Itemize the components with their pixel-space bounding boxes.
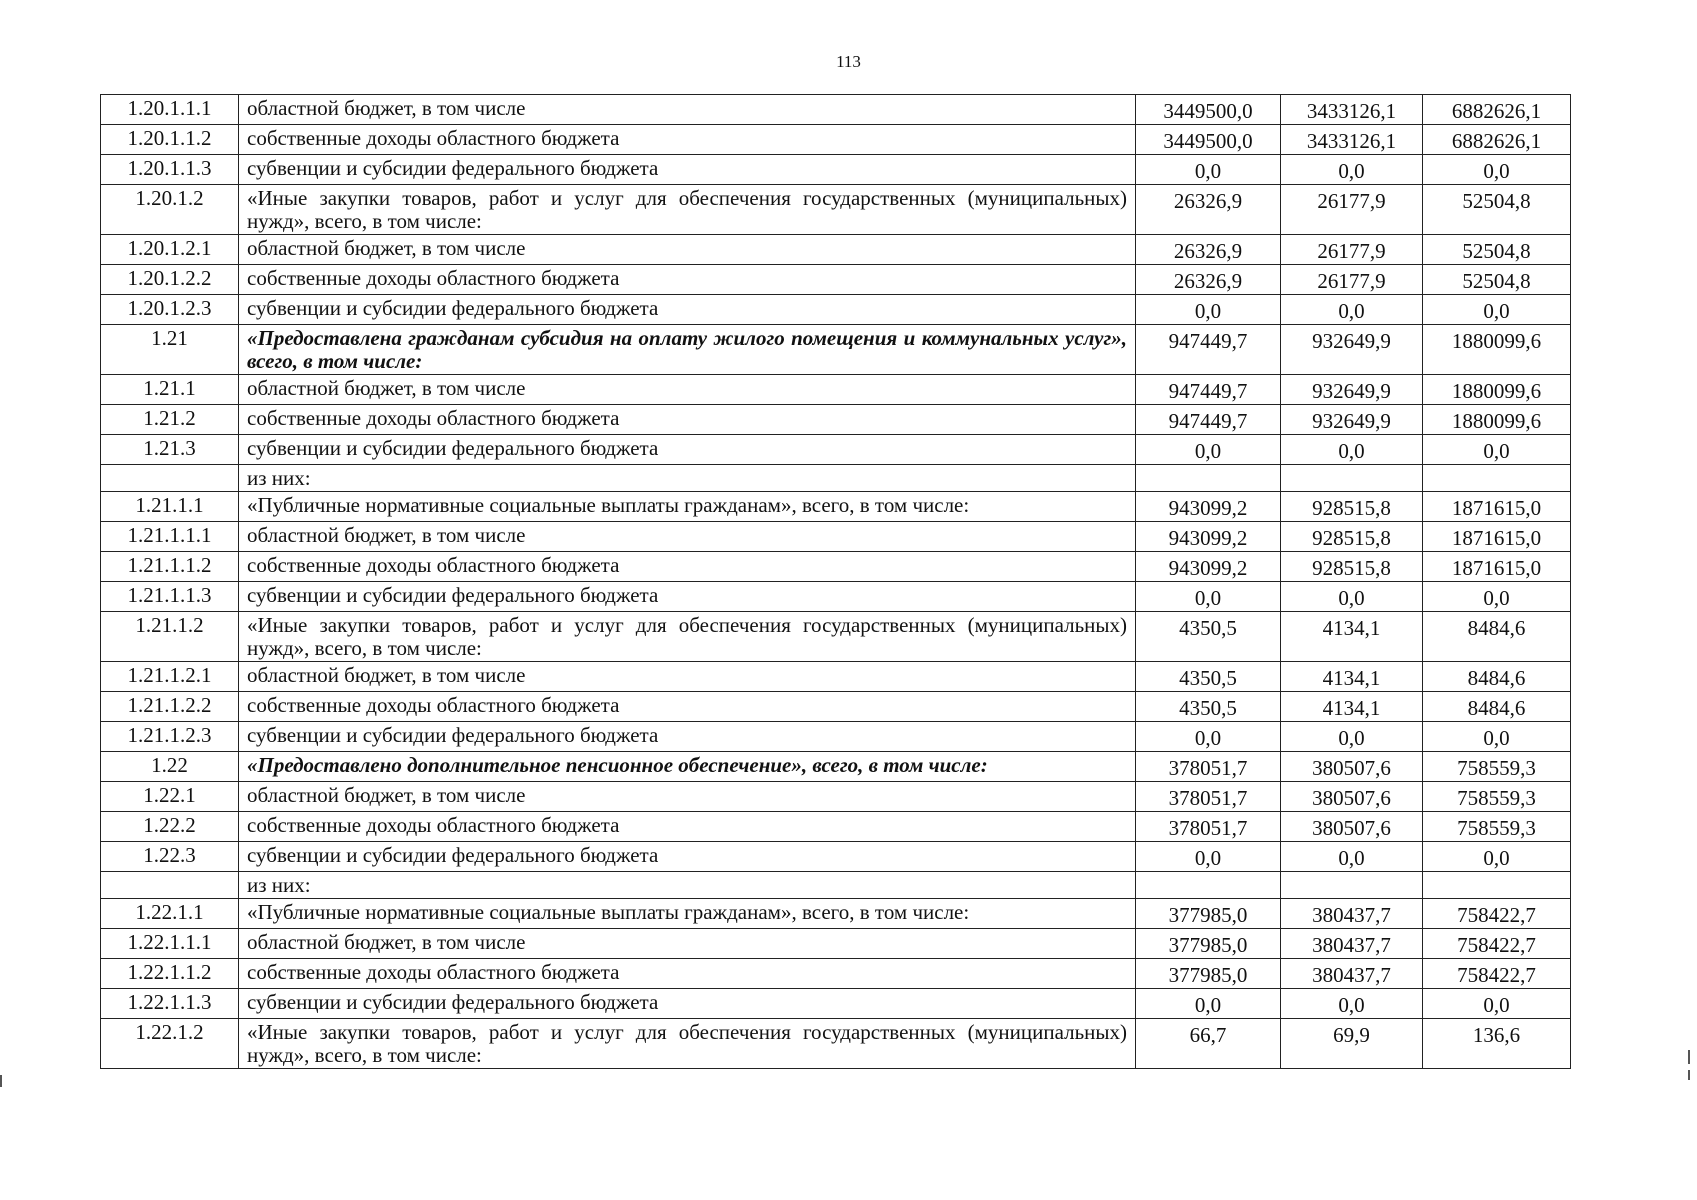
row-value-3: 6882626,1	[1423, 95, 1571, 125]
row-description: областной бюджет, в том числе	[239, 662, 1136, 692]
table-row	[101, 465, 1571, 492]
row-value-2: 26177,9	[1281, 235, 1423, 265]
row-description: «Предоставлено дополнительное пенсионное обеспечение», всего, в том числе:	[239, 752, 1136, 782]
row-value-1: 943099,2	[1136, 522, 1281, 552]
row-value-1: 943099,2	[1136, 492, 1281, 522]
table-row	[101, 265, 1571, 295]
row-value-1: 378051,7	[1136, 752, 1281, 782]
row-value-1: 0,0	[1136, 295, 1281, 325]
table-row	[101, 375, 1571, 405]
row-value-2: 932649,9	[1281, 405, 1423, 435]
row-description: «Иные закупки товаров, работ и услуг для обеспечения государственных (муниципальных) нужд», всего, в том числе:	[239, 612, 1136, 662]
row-value-2: 26177,9	[1281, 265, 1423, 295]
row-value-2: 932649,9	[1281, 375, 1423, 405]
row-value-3: 1871615,0	[1423, 522, 1571, 552]
table-row	[101, 662, 1571, 692]
row-code: 1.21.1	[101, 375, 239, 405]
row-code: 1.21	[101, 325, 239, 375]
table-row	[101, 95, 1571, 125]
row-description: областной бюджет, в том числе	[239, 929, 1136, 959]
row-value-2: 928515,8	[1281, 552, 1423, 582]
row-value-2: 0,0	[1281, 989, 1423, 1019]
row-value-2: 928515,8	[1281, 522, 1423, 552]
row-value-1: 947449,7	[1136, 375, 1281, 405]
table-row	[101, 989, 1571, 1019]
row-description: «Предоставлена гражданам субсидия на оплату жилого помещения и коммунальных услуг», всего, в том числе:	[239, 325, 1136, 375]
row-value-3: 758422,7	[1423, 959, 1571, 989]
table-row	[101, 612, 1571, 662]
row-description: субвенции и субсидии федерального бюджета	[239, 155, 1136, 185]
table-row	[101, 929, 1571, 959]
row-description: областной бюджет, в том числе	[239, 95, 1136, 125]
row-value-2: 380507,6	[1281, 752, 1423, 782]
row-code: 1.22.2	[101, 812, 239, 842]
row-value-1: 0,0	[1136, 989, 1281, 1019]
row-value-1: 377985,0	[1136, 899, 1281, 929]
table-row	[101, 1019, 1571, 1069]
row-value-3: 8484,6	[1423, 612, 1571, 662]
row-code: 1.21.2	[101, 405, 239, 435]
row-value-3: 8484,6	[1423, 662, 1571, 692]
row-description: областной бюджет, в том числе	[239, 782, 1136, 812]
row-value-3: 1871615,0	[1423, 552, 1571, 582]
row-value-2: 932649,9	[1281, 325, 1423, 375]
row-value-3: 1871615,0	[1423, 492, 1571, 522]
row-code: 1.22.1.2	[101, 1019, 239, 1069]
row-value-2: 928515,8	[1281, 492, 1423, 522]
table-row	[101, 959, 1571, 989]
row-value-3: 1880099,6	[1423, 405, 1571, 435]
row-value-3: 52504,8	[1423, 265, 1571, 295]
row-value-1: 378051,7	[1136, 782, 1281, 812]
table-row	[101, 125, 1571, 155]
row-code: 1.20.1.2.3	[101, 295, 239, 325]
row-value-1: 0,0	[1136, 842, 1281, 872]
row-code: 1.22	[101, 752, 239, 782]
row-description: собственные доходы областного бюджета	[239, 812, 1136, 842]
row-code: 1.21.1.2.1	[101, 662, 239, 692]
row-value-1: 947449,7	[1136, 325, 1281, 375]
row-value-1: 26326,9	[1136, 235, 1281, 265]
table-body	[101, 95, 1571, 1069]
row-value-2: 380507,6	[1281, 782, 1423, 812]
row-value-1: 377985,0	[1136, 929, 1281, 959]
row-code: 1.22.1.1	[101, 899, 239, 929]
row-value-3: 758559,3	[1423, 812, 1571, 842]
row-description: из них:	[239, 465, 1136, 492]
row-code: 1.20.1.1.3	[101, 155, 239, 185]
row-value-2: 380437,7	[1281, 899, 1423, 929]
budget-table	[100, 94, 1571, 1069]
row-value-1: 0,0	[1136, 582, 1281, 612]
row-value-1: 66,7	[1136, 1019, 1281, 1069]
row-code: 1.21.1.2.2	[101, 692, 239, 722]
row-code	[101, 872, 239, 899]
row-value-3: 0,0	[1423, 155, 1571, 185]
row-code: 1.20.1.2.1	[101, 235, 239, 265]
row-description: областной бюджет, в том числе	[239, 522, 1136, 552]
table-row	[101, 295, 1571, 325]
row-description: собственные доходы областного бюджета	[239, 552, 1136, 582]
row-value-1	[1136, 465, 1281, 492]
scan-edge-mark	[1688, 1070, 1690, 1080]
row-value-1: 26326,9	[1136, 265, 1281, 295]
table-row	[101, 492, 1571, 522]
page-number: 113	[836, 52, 861, 71]
row-value-3: 52504,8	[1423, 185, 1571, 235]
row-value-2: 0,0	[1281, 295, 1423, 325]
row-value-2: 69,9	[1281, 1019, 1423, 1069]
row-value-3: 758559,3	[1423, 782, 1571, 812]
row-code: 1.22.1.1.2	[101, 959, 239, 989]
row-code: 1.21.1.2	[101, 612, 239, 662]
table-row	[101, 692, 1571, 722]
row-value-2: 3433126,1	[1281, 95, 1423, 125]
row-description: «Иные закупки товаров, работ и услуг для обеспечения государственных (муниципальных) нужд», всего, в том числе:	[239, 185, 1136, 235]
scan-edge-mark	[0, 1075, 2, 1087]
row-value-1: 4350,5	[1136, 692, 1281, 722]
table-row	[101, 235, 1571, 265]
row-description: собственные доходы областного бюджета	[239, 959, 1136, 989]
row-value-1: 0,0	[1136, 722, 1281, 752]
row-value-3	[1423, 872, 1571, 899]
row-description: субвенции и субсидии федерального бюджета	[239, 722, 1136, 752]
row-value-2: 380437,7	[1281, 959, 1423, 989]
row-description: собственные доходы областного бюджета	[239, 692, 1136, 722]
row-value-1	[1136, 872, 1281, 899]
row-description: субвенции и субсидии федерального бюджета	[239, 582, 1136, 612]
row-code: 1.21.1.1.2	[101, 552, 239, 582]
table-row	[101, 405, 1571, 435]
scan-edge-mark	[1688, 1050, 1690, 1064]
row-value-3: 0,0	[1423, 582, 1571, 612]
table-row	[101, 522, 1571, 552]
row-value-3: 52504,8	[1423, 235, 1571, 265]
row-value-1: 0,0	[1136, 435, 1281, 465]
row-value-1: 4350,5	[1136, 612, 1281, 662]
row-value-1: 378051,7	[1136, 812, 1281, 842]
row-value-3: 0,0	[1423, 989, 1571, 1019]
row-code: 1.22.1	[101, 782, 239, 812]
row-code: 1.21.1.1	[101, 492, 239, 522]
row-value-1: 947449,7	[1136, 405, 1281, 435]
row-value-2: 0,0	[1281, 722, 1423, 752]
row-value-1: 3449500,0	[1136, 125, 1281, 155]
row-code: 1.21.1.1.3	[101, 582, 239, 612]
row-value-3: 0,0	[1423, 842, 1571, 872]
table-row	[101, 842, 1571, 872]
row-value-2: 380507,6	[1281, 812, 1423, 842]
row-value-3: 0,0	[1423, 295, 1571, 325]
table-row	[101, 185, 1571, 235]
row-value-3: 1880099,6	[1423, 375, 1571, 405]
row-description: «Публичные нормативные социальные выплаты гражданам», всего, в том числе:	[239, 899, 1136, 929]
table-row	[101, 435, 1571, 465]
row-code: 1.22.1.1.1	[101, 929, 239, 959]
row-value-3: 6882626,1	[1423, 125, 1571, 155]
row-value-1: 0,0	[1136, 155, 1281, 185]
row-value-1: 3449500,0	[1136, 95, 1281, 125]
row-value-3: 0,0	[1423, 722, 1571, 752]
row-description: субвенции и субсидии федерального бюджета	[239, 295, 1136, 325]
table-row	[101, 899, 1571, 929]
row-description: «Публичные нормативные социальные выплаты гражданам», всего, в том числе:	[239, 492, 1136, 522]
row-value-2: 4134,1	[1281, 692, 1423, 722]
table-row	[101, 752, 1571, 782]
row-value-3: 8484,6	[1423, 692, 1571, 722]
table-row	[101, 782, 1571, 812]
row-value-3: 136,6	[1423, 1019, 1571, 1069]
row-description: областной бюджет, в том числе	[239, 235, 1136, 265]
table-row	[101, 325, 1571, 375]
row-code: 1.20.1.1.2	[101, 125, 239, 155]
row-value-3: 758422,7	[1423, 899, 1571, 929]
row-value-2	[1281, 465, 1423, 492]
row-value-2: 4134,1	[1281, 662, 1423, 692]
table-row	[101, 582, 1571, 612]
table-row	[101, 722, 1571, 752]
row-value-2: 0,0	[1281, 155, 1423, 185]
row-value-1: 4350,5	[1136, 662, 1281, 692]
row-value-3: 758559,3	[1423, 752, 1571, 782]
table-row	[101, 812, 1571, 842]
row-value-2: 26177,9	[1281, 185, 1423, 235]
row-value-3: 758422,7	[1423, 929, 1571, 959]
row-code: 1.22.1.1.3	[101, 989, 239, 1019]
row-description: «Иные закупки товаров, работ и услуг для обеспечения государственных (муниципальных) нужд», всего, в том числе:	[239, 1019, 1136, 1069]
row-description: собственные доходы областного бюджета	[239, 125, 1136, 155]
row-value-3: 1880099,6	[1423, 325, 1571, 375]
row-value-2: 380437,7	[1281, 929, 1423, 959]
row-code: 1.20.1.2.2	[101, 265, 239, 295]
row-value-3: 0,0	[1423, 435, 1571, 465]
row-value-2: 0,0	[1281, 842, 1423, 872]
row-code: 1.21.1.1.1	[101, 522, 239, 552]
row-value-3	[1423, 465, 1571, 492]
row-description: субвенции и субсидии федерального бюджета	[239, 435, 1136, 465]
row-description: субвенции и субсидии федерального бюджета	[239, 989, 1136, 1019]
row-value-2: 3433126,1	[1281, 125, 1423, 155]
row-code: 1.22.3	[101, 842, 239, 872]
row-code	[101, 465, 239, 492]
row-value-2	[1281, 872, 1423, 899]
row-value-2: 4134,1	[1281, 612, 1423, 662]
row-value-2: 0,0	[1281, 435, 1423, 465]
row-value-1: 943099,2	[1136, 552, 1281, 582]
row-description: собственные доходы областного бюджета	[239, 265, 1136, 295]
row-description: собственные доходы областного бюджета	[239, 405, 1136, 435]
row-code: 1.21.1.2.3	[101, 722, 239, 752]
table-row	[101, 872, 1571, 899]
table-row	[101, 552, 1571, 582]
row-code: 1.21.3	[101, 435, 239, 465]
row-description: областной бюджет, в том числе	[239, 375, 1136, 405]
row-value-2: 0,0	[1281, 582, 1423, 612]
row-description: из них:	[239, 872, 1136, 899]
row-code: 1.20.1.2	[101, 185, 239, 235]
row-description: субвенции и субсидии федерального бюджета	[239, 842, 1136, 872]
row-value-1: 377985,0	[1136, 959, 1281, 989]
row-value-1: 26326,9	[1136, 185, 1281, 235]
row-code: 1.20.1.1.1	[101, 95, 239, 125]
table-row	[101, 155, 1571, 185]
